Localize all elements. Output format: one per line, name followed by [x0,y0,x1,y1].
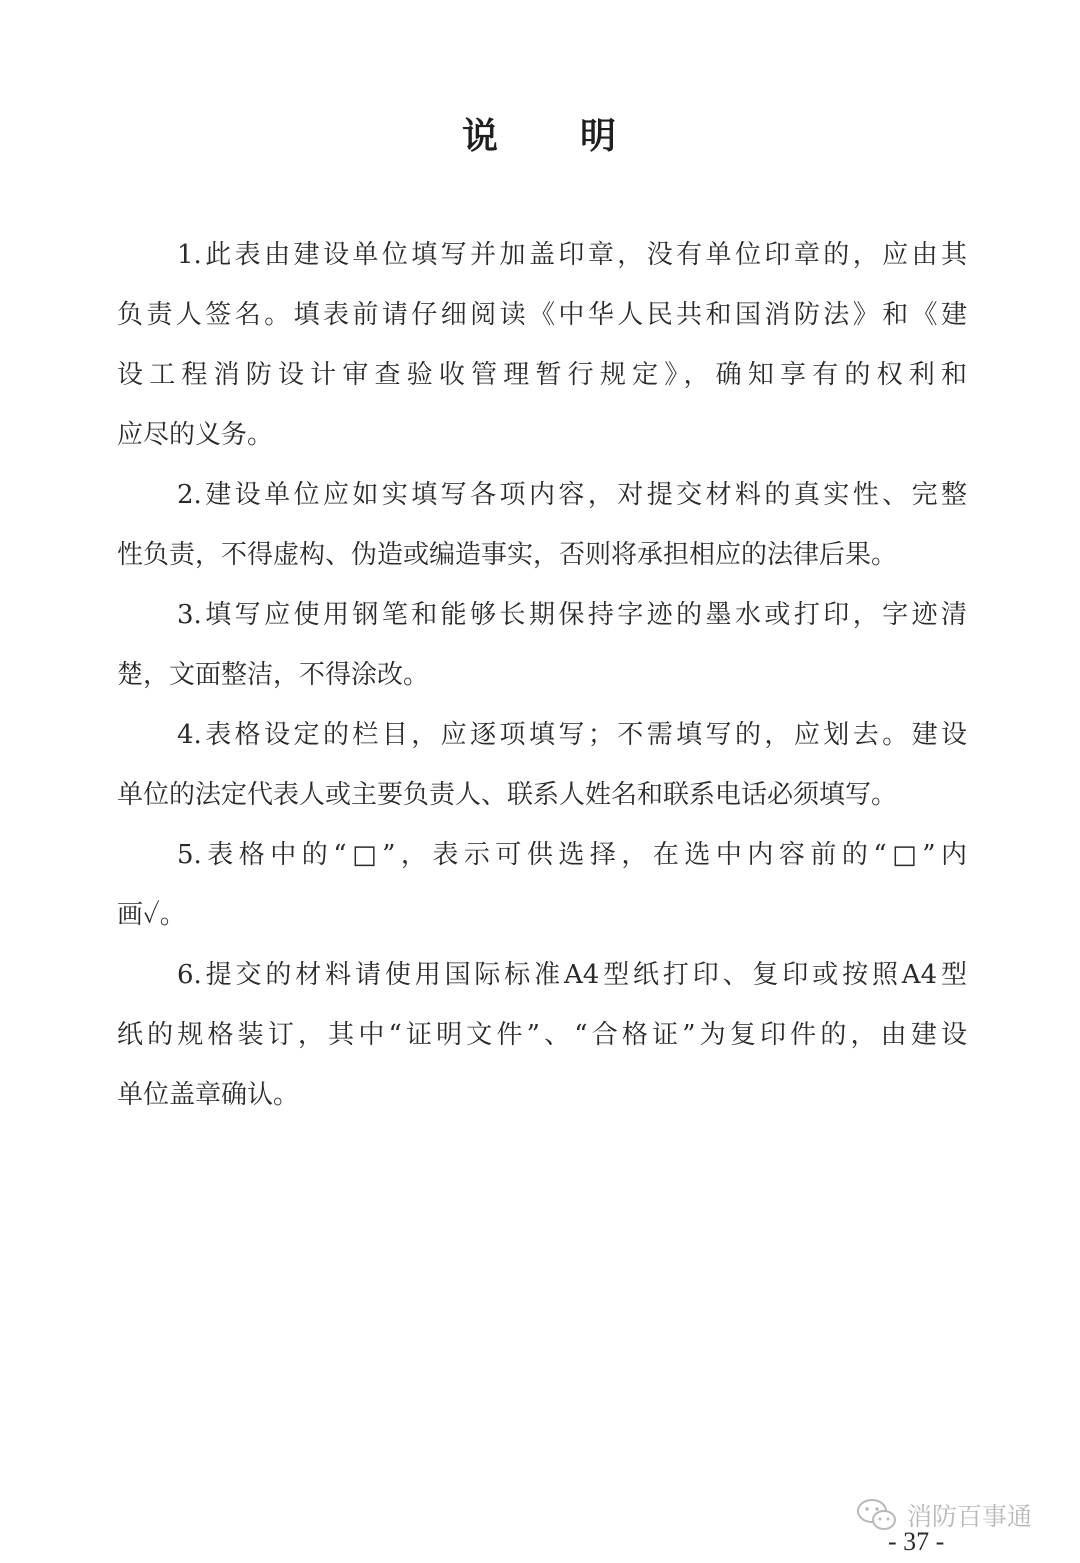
watermark-text: 消防百事通 [907,1502,1033,1531]
text-line: 5.表格中的“□”，表示可供选择，在选中内容前的“□”内 [177,840,967,870]
text-line: 楚，文面整洁，不得涂改。 [117,660,430,690]
title-char-1: 说 [461,115,500,157]
text-line: 纸的规格装订，其中“证明文件”、“合格证”为复印件的，由建设 [117,1020,967,1050]
page-number: - 37 - [888,1527,945,1556]
text-line: 4.表格设定的栏目，应逐项填写；不需填写的，应划去。建设 [177,720,967,750]
page-title [0,108,1080,159]
text-line: 负责人签名。填表前请仔细阅读《中华人民共和国消防法》和《建 [117,300,967,330]
instructions-body [117,225,967,1125]
text-line: 3.填写应使用钢笔和能够长期保持字迹的墨水或打印，字迹清 [177,600,967,630]
text-line: 1.此表由建设单位填写并加盖印章，没有单位印章的，应由其 [177,240,967,270]
text-line: 2.建设单位应如实填写各项内容，对提交材料的真实性、完整 [177,480,967,510]
title-char-2: 明 [580,115,619,157]
text-line: 单位的法定代表人或主要负责人、联系人姓名和联系电话必须填写。 [117,780,898,810]
text-line: 6.提交的材料请使用国际标准A4型纸打印、复印或按照A4型 [177,960,967,990]
text-line: 设工程消防设计审查验收管理暂行规定》，确知享有的权利和 [117,360,967,390]
text-line: 应尽的义务。 [117,420,274,450]
text-line: 画✓。 [117,900,186,930]
text-line: 单位盖章确认。 [117,1080,300,1110]
text-line: 性负责，不得虚构、伪造或编造事实，否则将承担相应的法律后果。 [117,540,898,570]
